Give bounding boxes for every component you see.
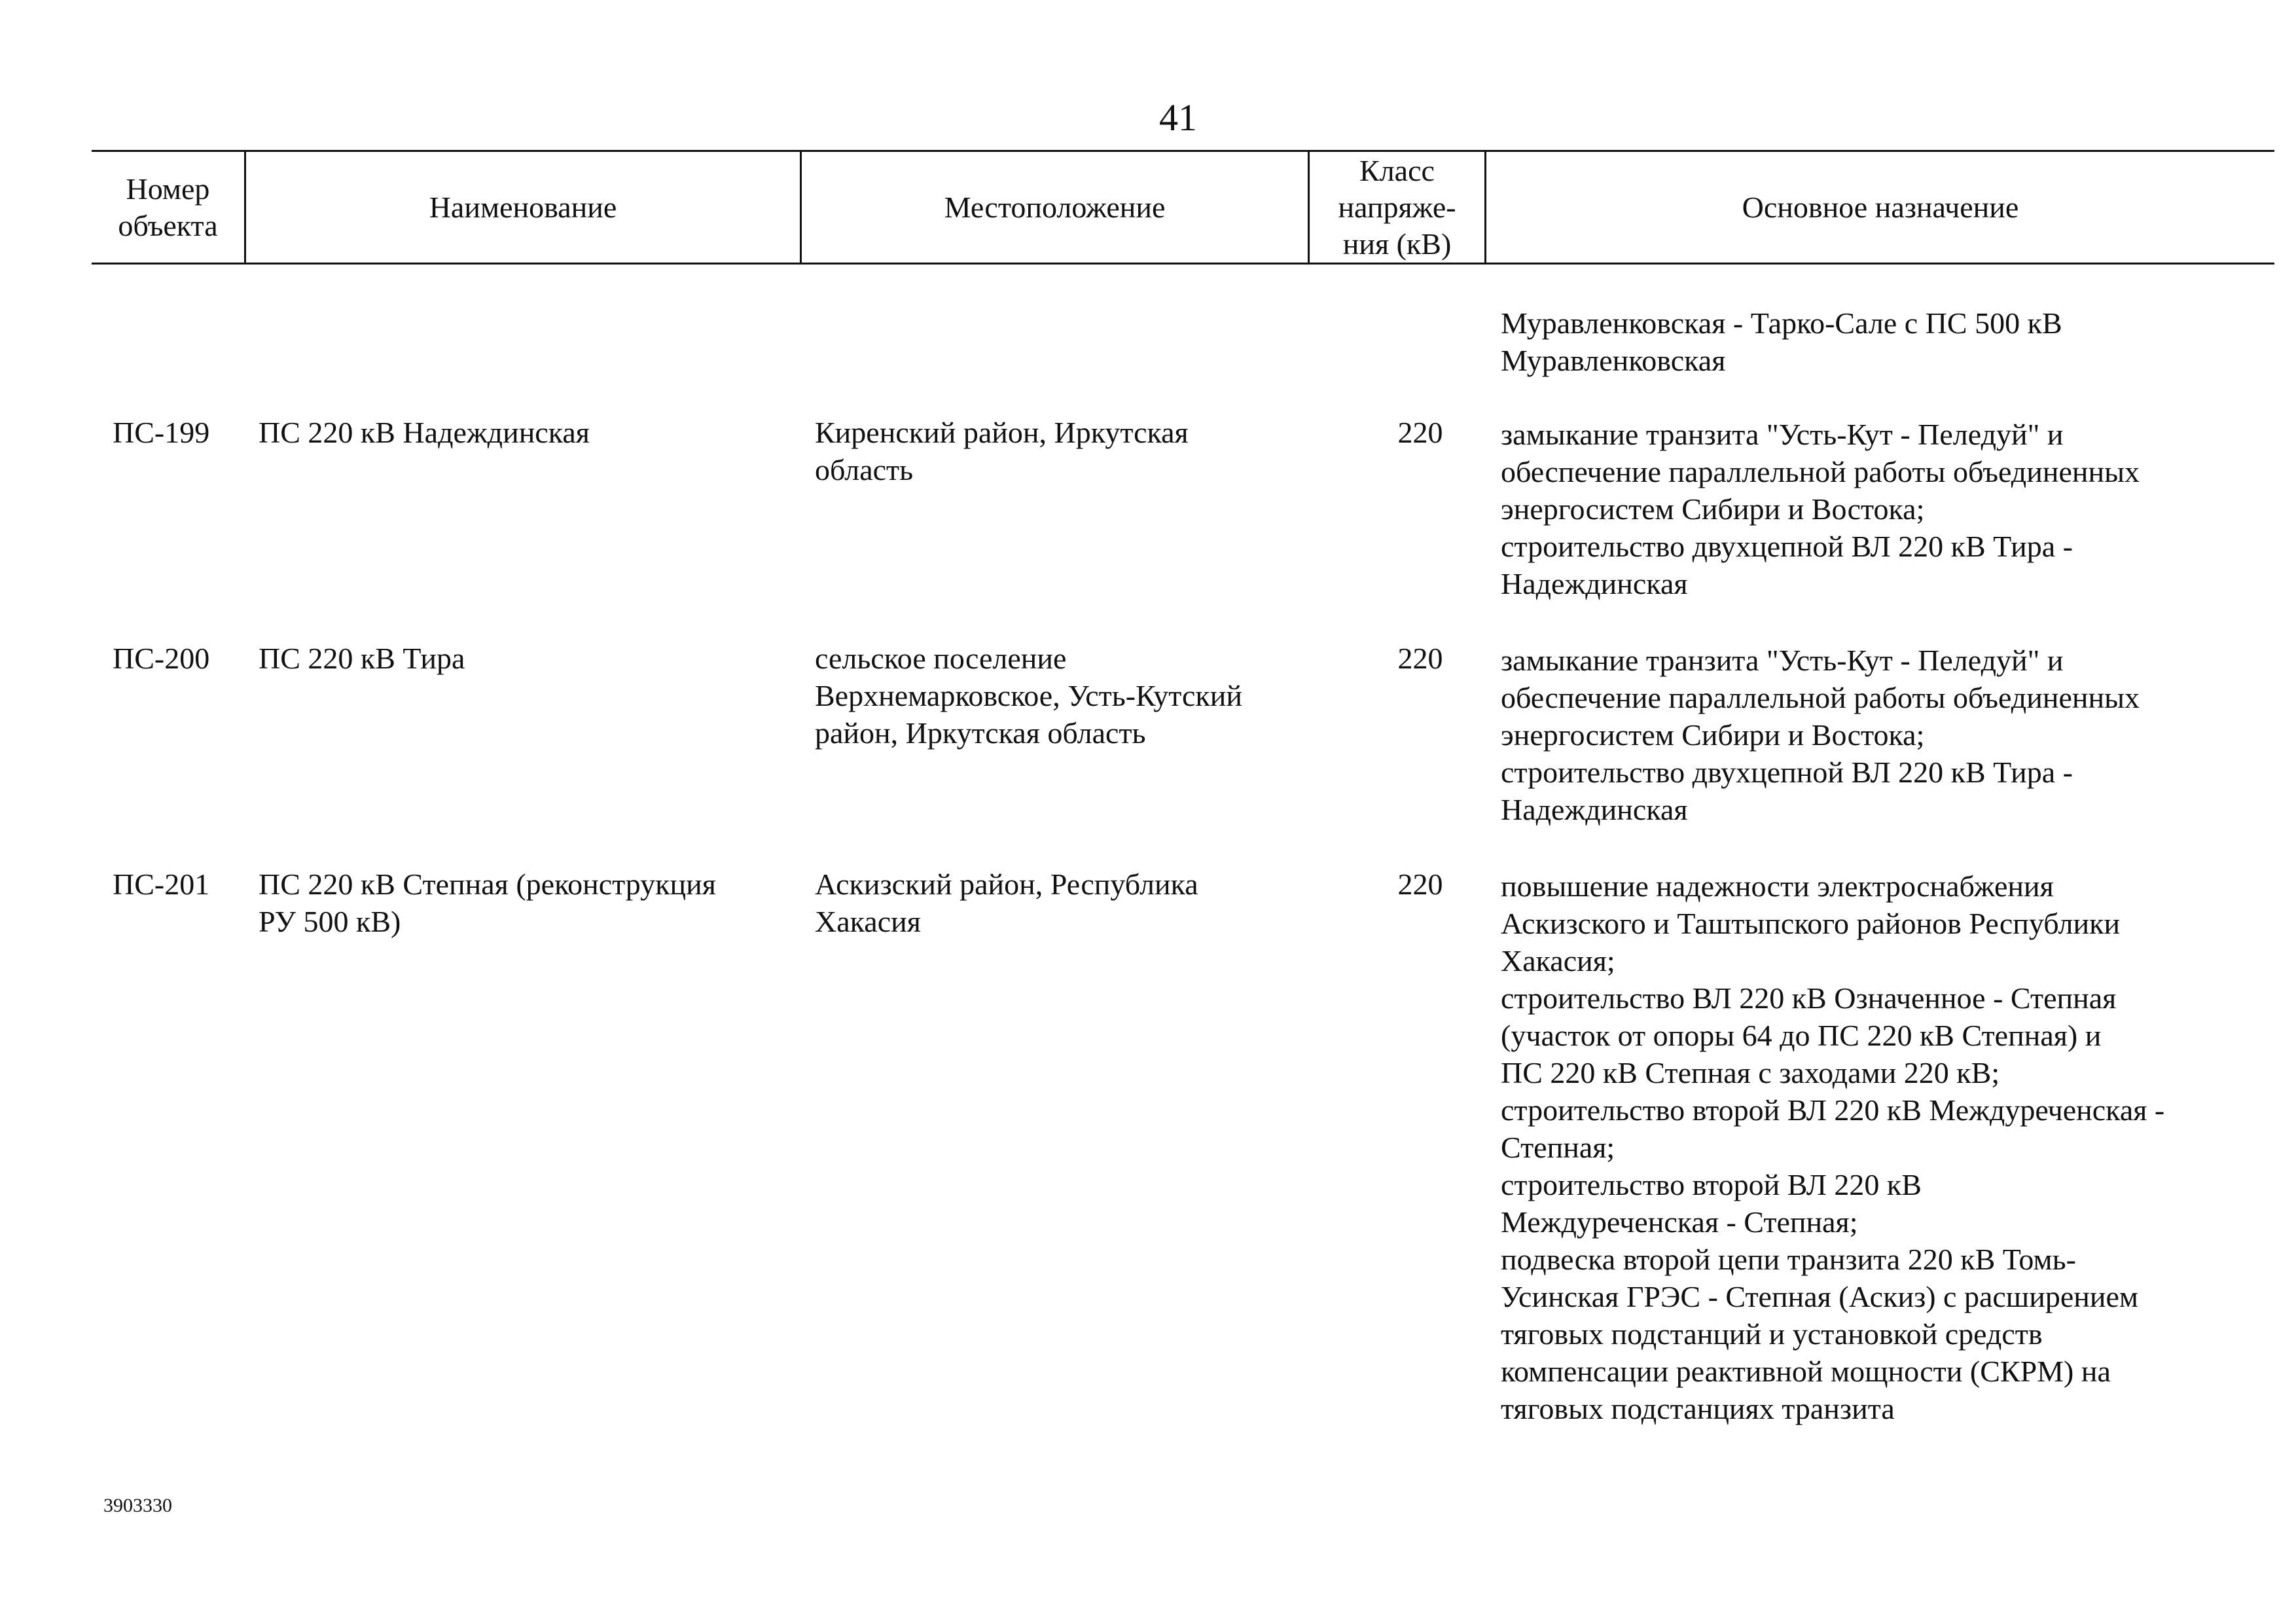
header-purpose: [1486, 152, 2274, 263]
row-1-name: ПС 220 кВ Надеждинская: [259, 416, 590, 449]
header-number: [92, 152, 244, 263]
purpose-continuation: Муравленковская - Тарко-Сале с ПС 500 кВ Муравленковская: [1501, 306, 2062, 377]
row-3-location: Аскизский район, Республика Хакасия: [815, 867, 1198, 938]
row-2-number: ПС-200: [113, 642, 210, 675]
document-code: 3903330: [103, 1495, 172, 1516]
page-number: 41: [1159, 96, 1197, 139]
row-3-name: ПС 220 кВ Степная (реконструкция РУ 500 кВ): [259, 867, 716, 938]
header-name: [246, 152, 800, 263]
header-location-text: Местоположение: [944, 191, 1166, 224]
row-1-purpose: замыкание транзита "Усть-Кут - Пеледуй" и обеспечение параллельной работы объединенных энергосистем Сибири и Востока; строительство двухцепной ВЛ 220 кВ Тира - Надеждинская: [1501, 418, 2140, 600]
row-2-voltage: 220: [1397, 642, 1443, 675]
row-2-location: сельское поселение Верхнемарковское, Усть-Кутский район, Иркутская область: [815, 642, 1242, 750]
header-voltage-text: Класс напряже- ния (кВ): [1338, 154, 1456, 261]
header-name-text: Наименование: [429, 191, 617, 224]
header-location: [802, 152, 1308, 263]
row-2-name: ПС 220 кВ Тира: [259, 642, 465, 675]
row-3-voltage: 220: [1397, 867, 1443, 901]
row-3-purpose: повышение надежности электроснабжения Аскизского и Таштыпского районов Республики Хакасия; строительство ВЛ 220 кВ Означенное - Степная (участок от опоры 64 до ПС 220 кВ Степная) и ПС 220 кВ Степная с заходами 220 кВ; строительство второй ВЛ 220 кВ Междуреченская - Степная; строительство второй ВЛ 220 кВ Междуреченская - Степная; подвеска второй цепи транзита 220 кВ Томь- Усинская ГРЭС - Степная (Аскиз) с расширением тяговых подстанций и установкой средств компенсации реактивной мощности (СКРМ) на тяговых подстанциях транзита: [1501, 869, 2165, 1425]
header-purpose-text: Основное назначение: [1742, 191, 2019, 224]
header-number-text: Номер объекта: [118, 172, 218, 242]
row-1-voltage: 220: [1397, 416, 1443, 449]
row-2-purpose: замыкание транзита "Усть-Кут - Пеледуй" и обеспечение параллельной работы объединенных энергосистем Сибири и Востока; строительство двухцепной ВЛ 220 кВ Тира - Надеждинская: [1501, 644, 2140, 826]
row-1-location: Киренский район, Иркутская область: [815, 416, 1189, 486]
row-1-number: ПС-199: [113, 416, 210, 449]
row-3-number: ПС-201: [113, 867, 210, 901]
header-voltage: [1310, 152, 1484, 263]
